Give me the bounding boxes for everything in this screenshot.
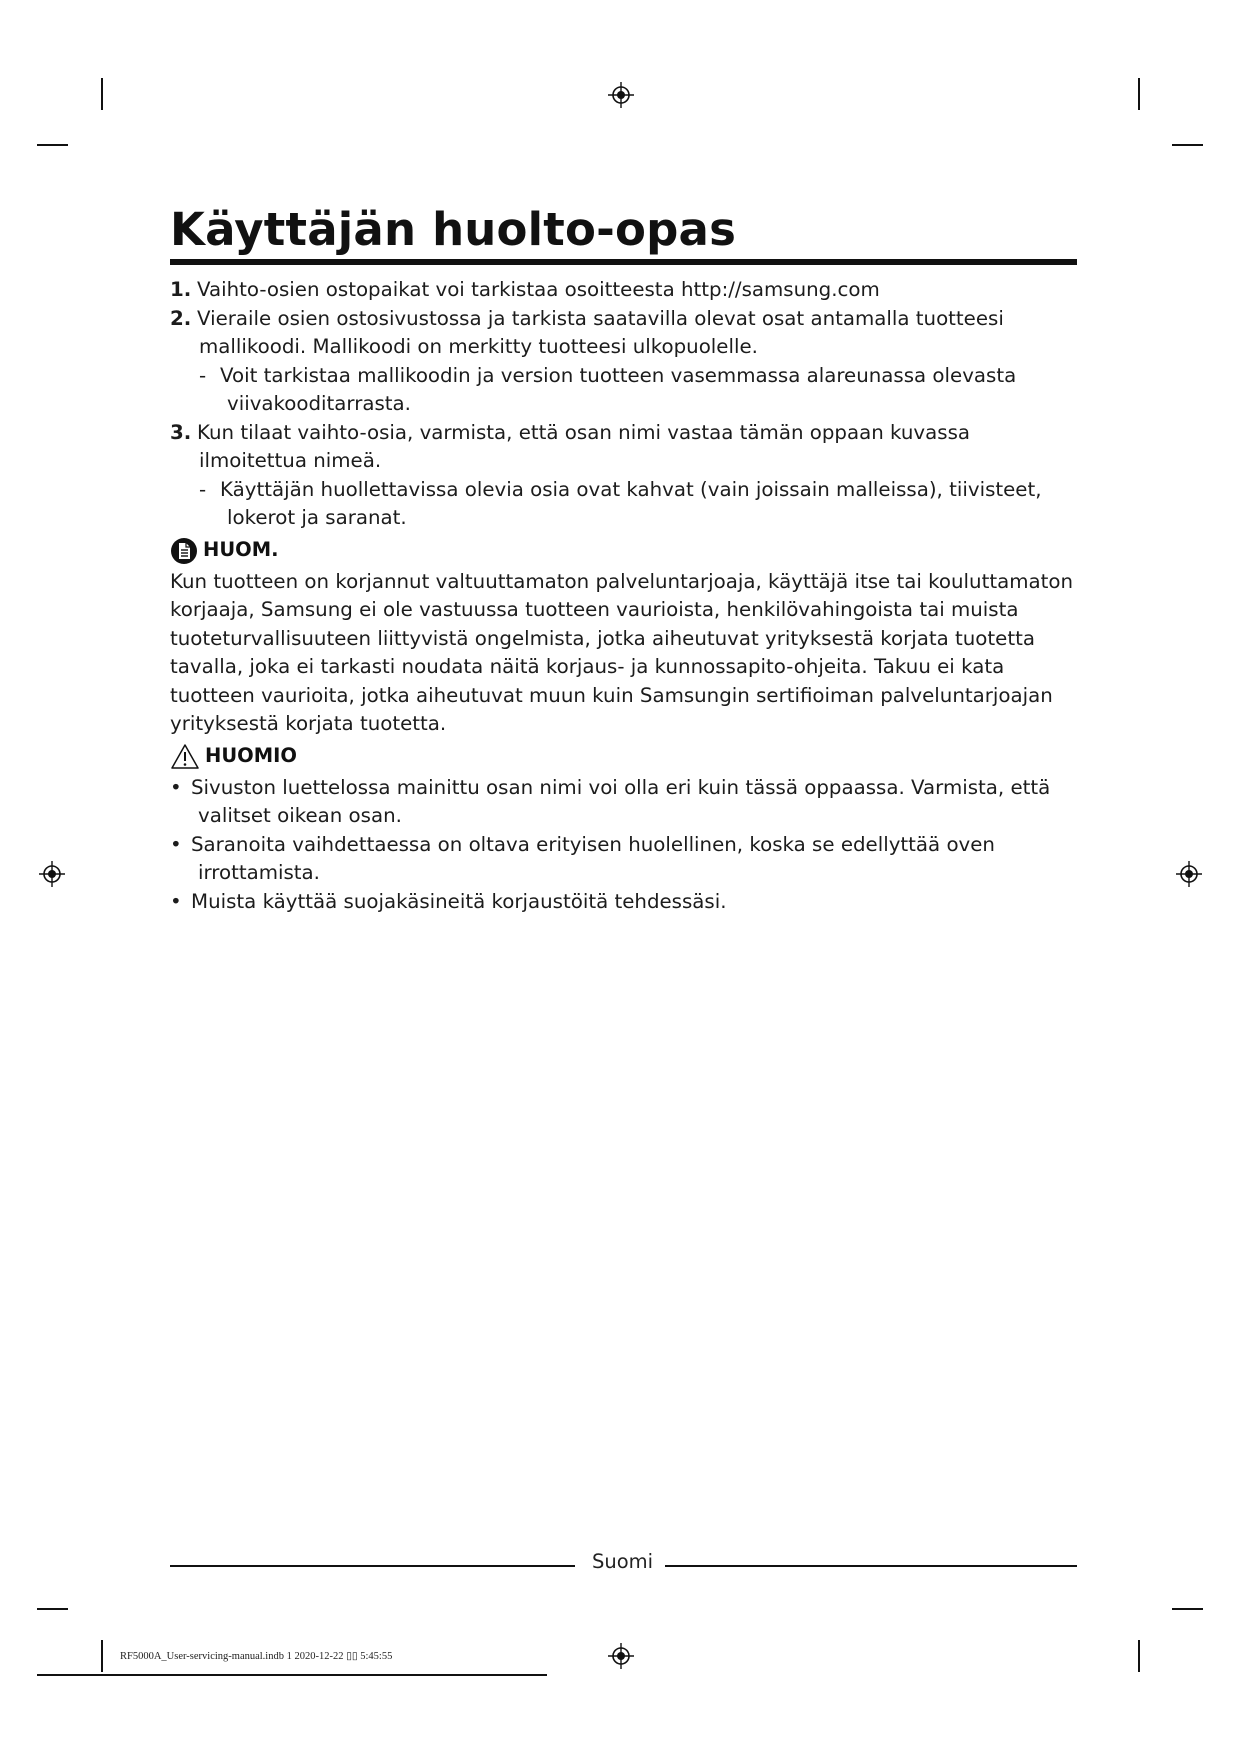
bullet-marker: • [170,832,182,856]
note-icon [170,537,198,565]
warning-triangle-icon [170,743,200,770]
step-number: 3. [170,420,192,444]
bullet-text: Sivuston luettelossa mainittu osan nimi voi olla eri kuin tässä oppaassa. Varmista, että [191,775,1051,799]
slug-rule [37,1674,547,1676]
note-text: korjaaja, Samsung ei ole vastuussa tuotteen vaurioista, henkilövahingoista tai muista [170,598,1019,621]
step-2 [170,305,1080,419]
crop-mark [37,1608,68,1610]
crop-mark [1138,78,1140,110]
dash-marker: - [199,363,207,387]
crop-mark [101,78,103,110]
bullet-marker: • [170,775,182,799]
footer-language: Suomi [592,1550,654,1573]
caution-label: HUOMIO [205,744,297,768]
step-text: Vaihto-osien ostopaikat voi tarkistaa osoitteesta http://samsung.com [197,278,880,301]
title-rule [170,259,1077,265]
crop-mark [1172,1608,1203,1610]
note-section [170,536,1080,739]
crop-mark [37,144,68,146]
dash-marker: - [199,477,207,501]
registration-mark-icon [608,82,634,108]
step-text: Kun tilaat vaihto-osia, varmista, että osan nimi vastaa tämän oppaan kuvassa [197,420,970,444]
step-text: Vieraile osien ostosivustossa ja tarkista saatavilla olevat osat antamalla tuotteesi [197,306,1004,330]
sub-text: viivakooditarrasta. [227,392,411,415]
step-number: 2. [170,306,192,330]
print-slug: RF5000A_User-servicing-manual.indb 1 2020-12-22 ▯▯ 5:45:55 [120,1651,393,1662]
note-text: tavalla, joka ei tarkasti noudata näitä korjaus- ja kunnossapito-ohjeita. Takuu ei kata [170,655,1005,678]
page-title: Käyttäjän huolto-opas [170,203,737,256]
crop-mark [1172,144,1203,146]
step-text: mallikoodi. Mallikoodi on merkitty tuotteesi ulkopuolelle. [199,335,758,358]
crop-mark [101,1640,103,1672]
bullet-text: irrottamista. [198,861,320,884]
step-3 [170,419,1080,533]
step-number: 1. [170,278,192,301]
bullet-marker: • [170,889,182,913]
crop-mark [1138,1640,1140,1672]
sub-text: lokerot ja saranat. [227,506,407,529]
caution-section [170,742,1080,917]
footer-rule [170,1565,575,1567]
sub-text: Käyttäjän huollettavissa olevia osia ovat kahvat (vain joissain malleissa), tiivisteet, [220,477,1042,501]
page-content [170,276,1080,916]
registration-mark-icon [39,861,65,887]
bullet-text: Muista käyttää suojakäsineitä korjaustöitä tehdessäsi. [191,889,727,913]
note-label: HUOM. [203,538,279,562]
registration-mark-icon [1176,861,1202,887]
bullet-text: valitset oikean osan. [198,804,402,827]
step-1 [170,276,1080,305]
bullet-text: Saranoita vaihdettaessa on oltava erityisen huolellinen, koska se edellyttää oven [191,832,995,856]
note-text: Kun tuotteen on korjannut valtuuttamaton palveluntarjoaja, käyttäjä itse tai kouluttamaton [170,569,1074,593]
note-text: yrityksestä korjata tuotetta. [170,712,447,735]
footer-rule [665,1565,1077,1567]
note-text: tuoteturvallisuuteen liittyvistä ongelmista, jotka aiheutuvat yrityksestä korjata tuotetta [170,626,1035,650]
registration-mark-icon [608,1643,634,1669]
note-text: tuotteen vaurioita, jotka aiheutuvat muun kuin Samsungin sertifioiman palveluntarjoajan [170,683,1053,707]
step-text: ilmoitettua nimeä. [199,449,382,472]
sub-text: Voit tarkistaa mallikoodin ja version tuotteen vasemmassa alareunassa olevasta [220,363,1017,387]
